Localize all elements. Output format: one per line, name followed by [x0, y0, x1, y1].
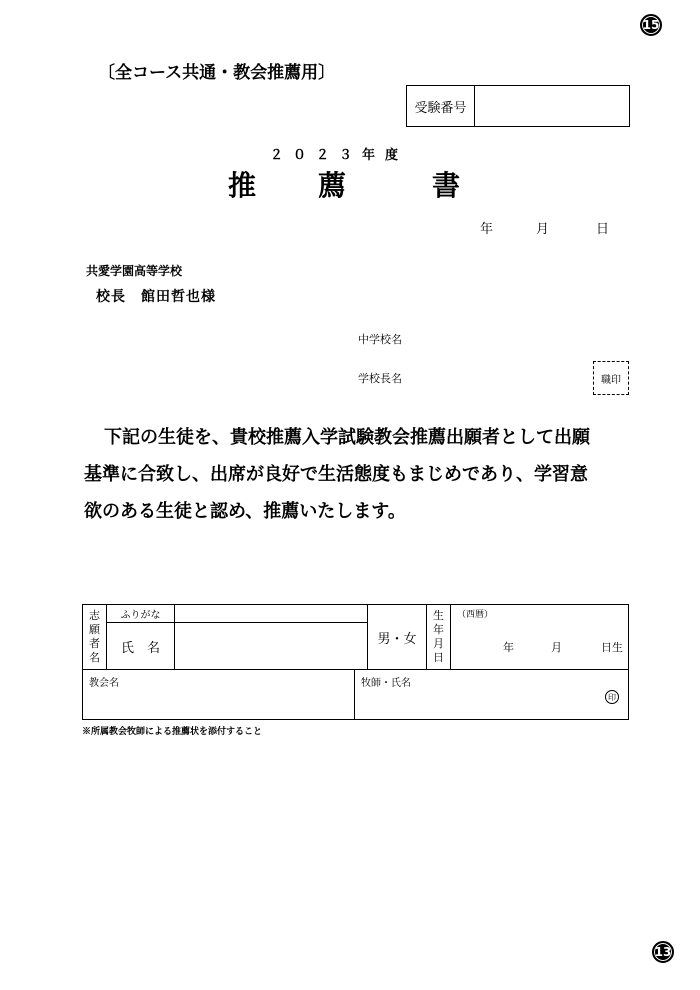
date-year: 年: [480, 222, 494, 237]
furigana-label: ふりがな: [107, 605, 175, 623]
date-day: 日: [596, 222, 610, 237]
addressee-principal: 校長 館田哲也様: [96, 289, 216, 305]
official-seal-box: [593, 361, 629, 395]
birth-day-label: 日生: [601, 641, 623, 654]
applicant-table: [82, 604, 629, 720]
body-text-line-1: 下記の生徒を、貴校推薦入学試験教会推薦出願者として出願: [104, 427, 590, 448]
date-month: 月: [536, 222, 550, 237]
birth-month-label: 月: [551, 641, 562, 654]
exam-number-field[interactable]: [475, 86, 629, 126]
fiscal-year: ２０２３年度: [270, 148, 409, 163]
page-number-bottom: 13: [652, 941, 674, 963]
junior-high-school-name-label: 中学校名: [358, 333, 402, 346]
church-name-field[interactable]: [83, 669, 355, 719]
title-char-1: 推: [228, 169, 257, 202]
title-char-2: 薦: [318, 169, 347, 202]
addressee-school: 共愛学園高等学校: [86, 264, 183, 278]
body-text-line-2: 基準に合致し、出席が良好で生活態度もまじめであり、学習意: [84, 464, 588, 485]
form-category-label: 〔全コース共通・教会推薦用〕: [98, 63, 336, 83]
page-number-top: 15: [640, 14, 662, 36]
gender-selector[interactable]: 男・女: [367, 605, 427, 669]
applicant-row-header: 志 願 者 名: [83, 605, 107, 669]
birth-year-label: 年: [503, 641, 514, 654]
church-name-label: 教会名: [89, 678, 119, 689]
furigana-field[interactable]: [175, 605, 367, 623]
exam-number-box: [406, 85, 630, 127]
official-seal-label: 職印: [601, 374, 621, 386]
pastor-seal-mark: 印: [605, 690, 619, 704]
footnote: ※所属教会牧師による推薦状を添付すること: [82, 727, 263, 737]
birthdate-field[interactable]: [451, 605, 628, 669]
exam-number-label: 受験番号: [407, 86, 475, 126]
school-principal-name-label: 学校長名: [358, 372, 402, 385]
body-text-line-3: 欲のある生徒と認め、推薦いたします。: [84, 501, 406, 522]
title-char-3: 書: [432, 169, 461, 202]
pastor-name-field[interactable]: [355, 669, 628, 719]
name-field[interactable]: [175, 623, 367, 669]
name-label: 氏 名: [107, 623, 175, 669]
western-calendar-label: （西暦）: [457, 610, 494, 620]
pastor-name-label: 牧師・氏名: [361, 678, 411, 689]
birthdate-header: 生 年 月 日: [427, 605, 451, 669]
